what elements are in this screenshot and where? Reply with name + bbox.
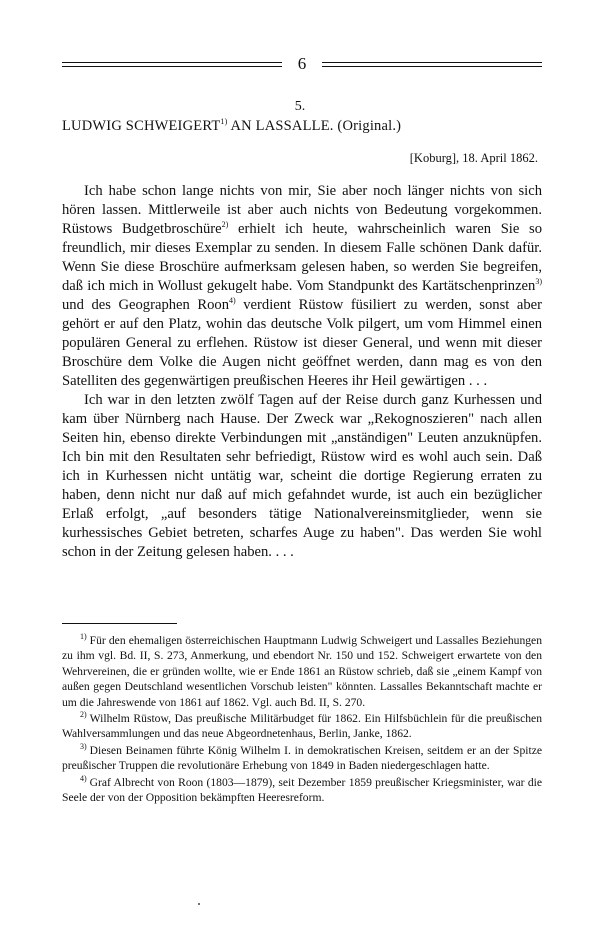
paragraph-1-text: und des Geographen Roon (62, 297, 230, 313)
paragraph-2: Ich war in den letzten zwölf Tagen auf der Reise durch ganz Kurhessen und kam über Nürnberg nach Hause. Der Zweck war „Rekognoszieren" nach allen Seiten hin, ebenso direkte Verbindungen mit „anständigen" Leuten anzuknüpfen. Ich bin mit den Resultaten sehr befriedigt, Rüstow wird es wohl auch sein. Daß ich in Kurhessen nicht untätig war, scheint die dortige Regierung erraten zu haben, denn nicht nur daß auf mich gefahndet wurde, ist auch ein bezüglicher Erlaß erfolgt, „auf besonders tätige Nationalvereinsmitglieder, wenn sie kurhessisches Gebiet betreten, scharfes Auge zu haben". Das werden Sie wohl schon in der Zeitung gelesen haben. . . . (62, 392, 542, 560)
header-rule-right (322, 62, 542, 67)
footnote-text: Für den ehemaligen österreichischen Hauptmann Ludwig Schweigert und Lassalles Beziehungen zu ihm vgl. Bd. II, S. 273, Anmerkung, und ebendort Nr. 150 und 152. Schweigert erwartete von den Wehrvereinen, die er gründen wollte, wie er Ende 1861 an Rüstow schrieb, daß sie „einem Kampf von außen gegen Deutschland wesentlichen Vorschub leisten" könnten. Lassalles Bekanntschaft machte er um die Jahreswende von 1861 auf 1862. Vgl. auch Bd. II, S. 270. (62, 634, 542, 709)
paragraph-1-text: Ich habe schon lange nichts von mir, Sie aber noch länger nichts von sich hören lassen. Mittlerweile ist aber auch nichts von Bedeutung vorgekommen. Rüstows Budgetbroschüre (62, 183, 542, 237)
footnote-text: Graf Albrecht von Roon (1803—1879), seit Dezember 1859 preußischer Kriegsminister, war die Seele der von der Opposition bekämpften Heeresreform. (62, 775, 542, 805)
footnote-1 (62, 633, 542, 710)
letter-body (62, 182, 542, 562)
place-date: [Koburg], 18. April 1862. (409, 151, 538, 165)
paragraph-1-text: erhielt ich heute, wahrscheinlich waren Sie so freundlich, mir dieses Exemplar zu senden. In diesem Falle schönen Dank dafür. Wenn Sie diese Broschüre aufmerksam gelesen haben, so werden Sie begreifen, daß ich mich in Wollust gekugelt habe. Vom Standpunkt des Kartätschenprinzen (62, 221, 542, 294)
footnote-2 (62, 711, 542, 742)
footnote-text: Wilhelm Rüstow, Das preußische Militärbudget für 1862. Ein Hilfsbüchlein für die preußischen Wahlversammlungen und das neue Abgeordnetenhaus, Berlin, Janke, 1862. (62, 712, 542, 741)
footnote-ref-4: 4) (229, 296, 236, 306)
letter-number: 5. (294, 99, 306, 114)
footnote-ref-2: 2) (221, 220, 229, 230)
footnote-mark: 1) (80, 632, 87, 642)
footnote-4 (62, 775, 542, 806)
page-number: 6 (297, 54, 307, 73)
print-speck (198, 903, 200, 905)
footnote-mark: 3) (80, 741, 87, 751)
footnote-ref-3: 3) (535, 277, 542, 287)
footnote-mark: 4) (80, 773, 87, 783)
heading-author: LUDWIG SCHWEIGERT (62, 118, 221, 134)
footnote-separator (62, 623, 177, 624)
letter-heading (62, 118, 542, 135)
paragraph-1-text: verdient Rüstow füsiliert zu werden, sonst aber gehört er auf den Platz, wohin das deutsche Volk pilgert, um vom Himmel einen populären General zu erflehen. Rüstow ist dieser General, und wenn mit dieser Broschüre dem Volke die Augen nicht geöffnet werden, dann mag es von den Satelliten des gegenwärtigen preußischen Heeres ihr Heil gewärtigen . . . (62, 297, 542, 389)
footnote-mark: 2) (80, 710, 87, 720)
footnotes (62, 633, 542, 806)
footnote-3 (62, 743, 542, 774)
footnote-ref-1: 1) (220, 117, 228, 127)
running-header (62, 52, 542, 76)
footnote-text: Diesen Beinamen führte König Wilhelm I. in demokratischen Kreisen, seitdem er an der Spitze preußischer Truppen die revolutionäre Erhebung von 1849 in Baden niedergeschlagen hatte. (62, 743, 542, 773)
heading-rest: AN LASSALLE. (Original.) (227, 118, 402, 134)
paragraph-1 (62, 182, 542, 391)
